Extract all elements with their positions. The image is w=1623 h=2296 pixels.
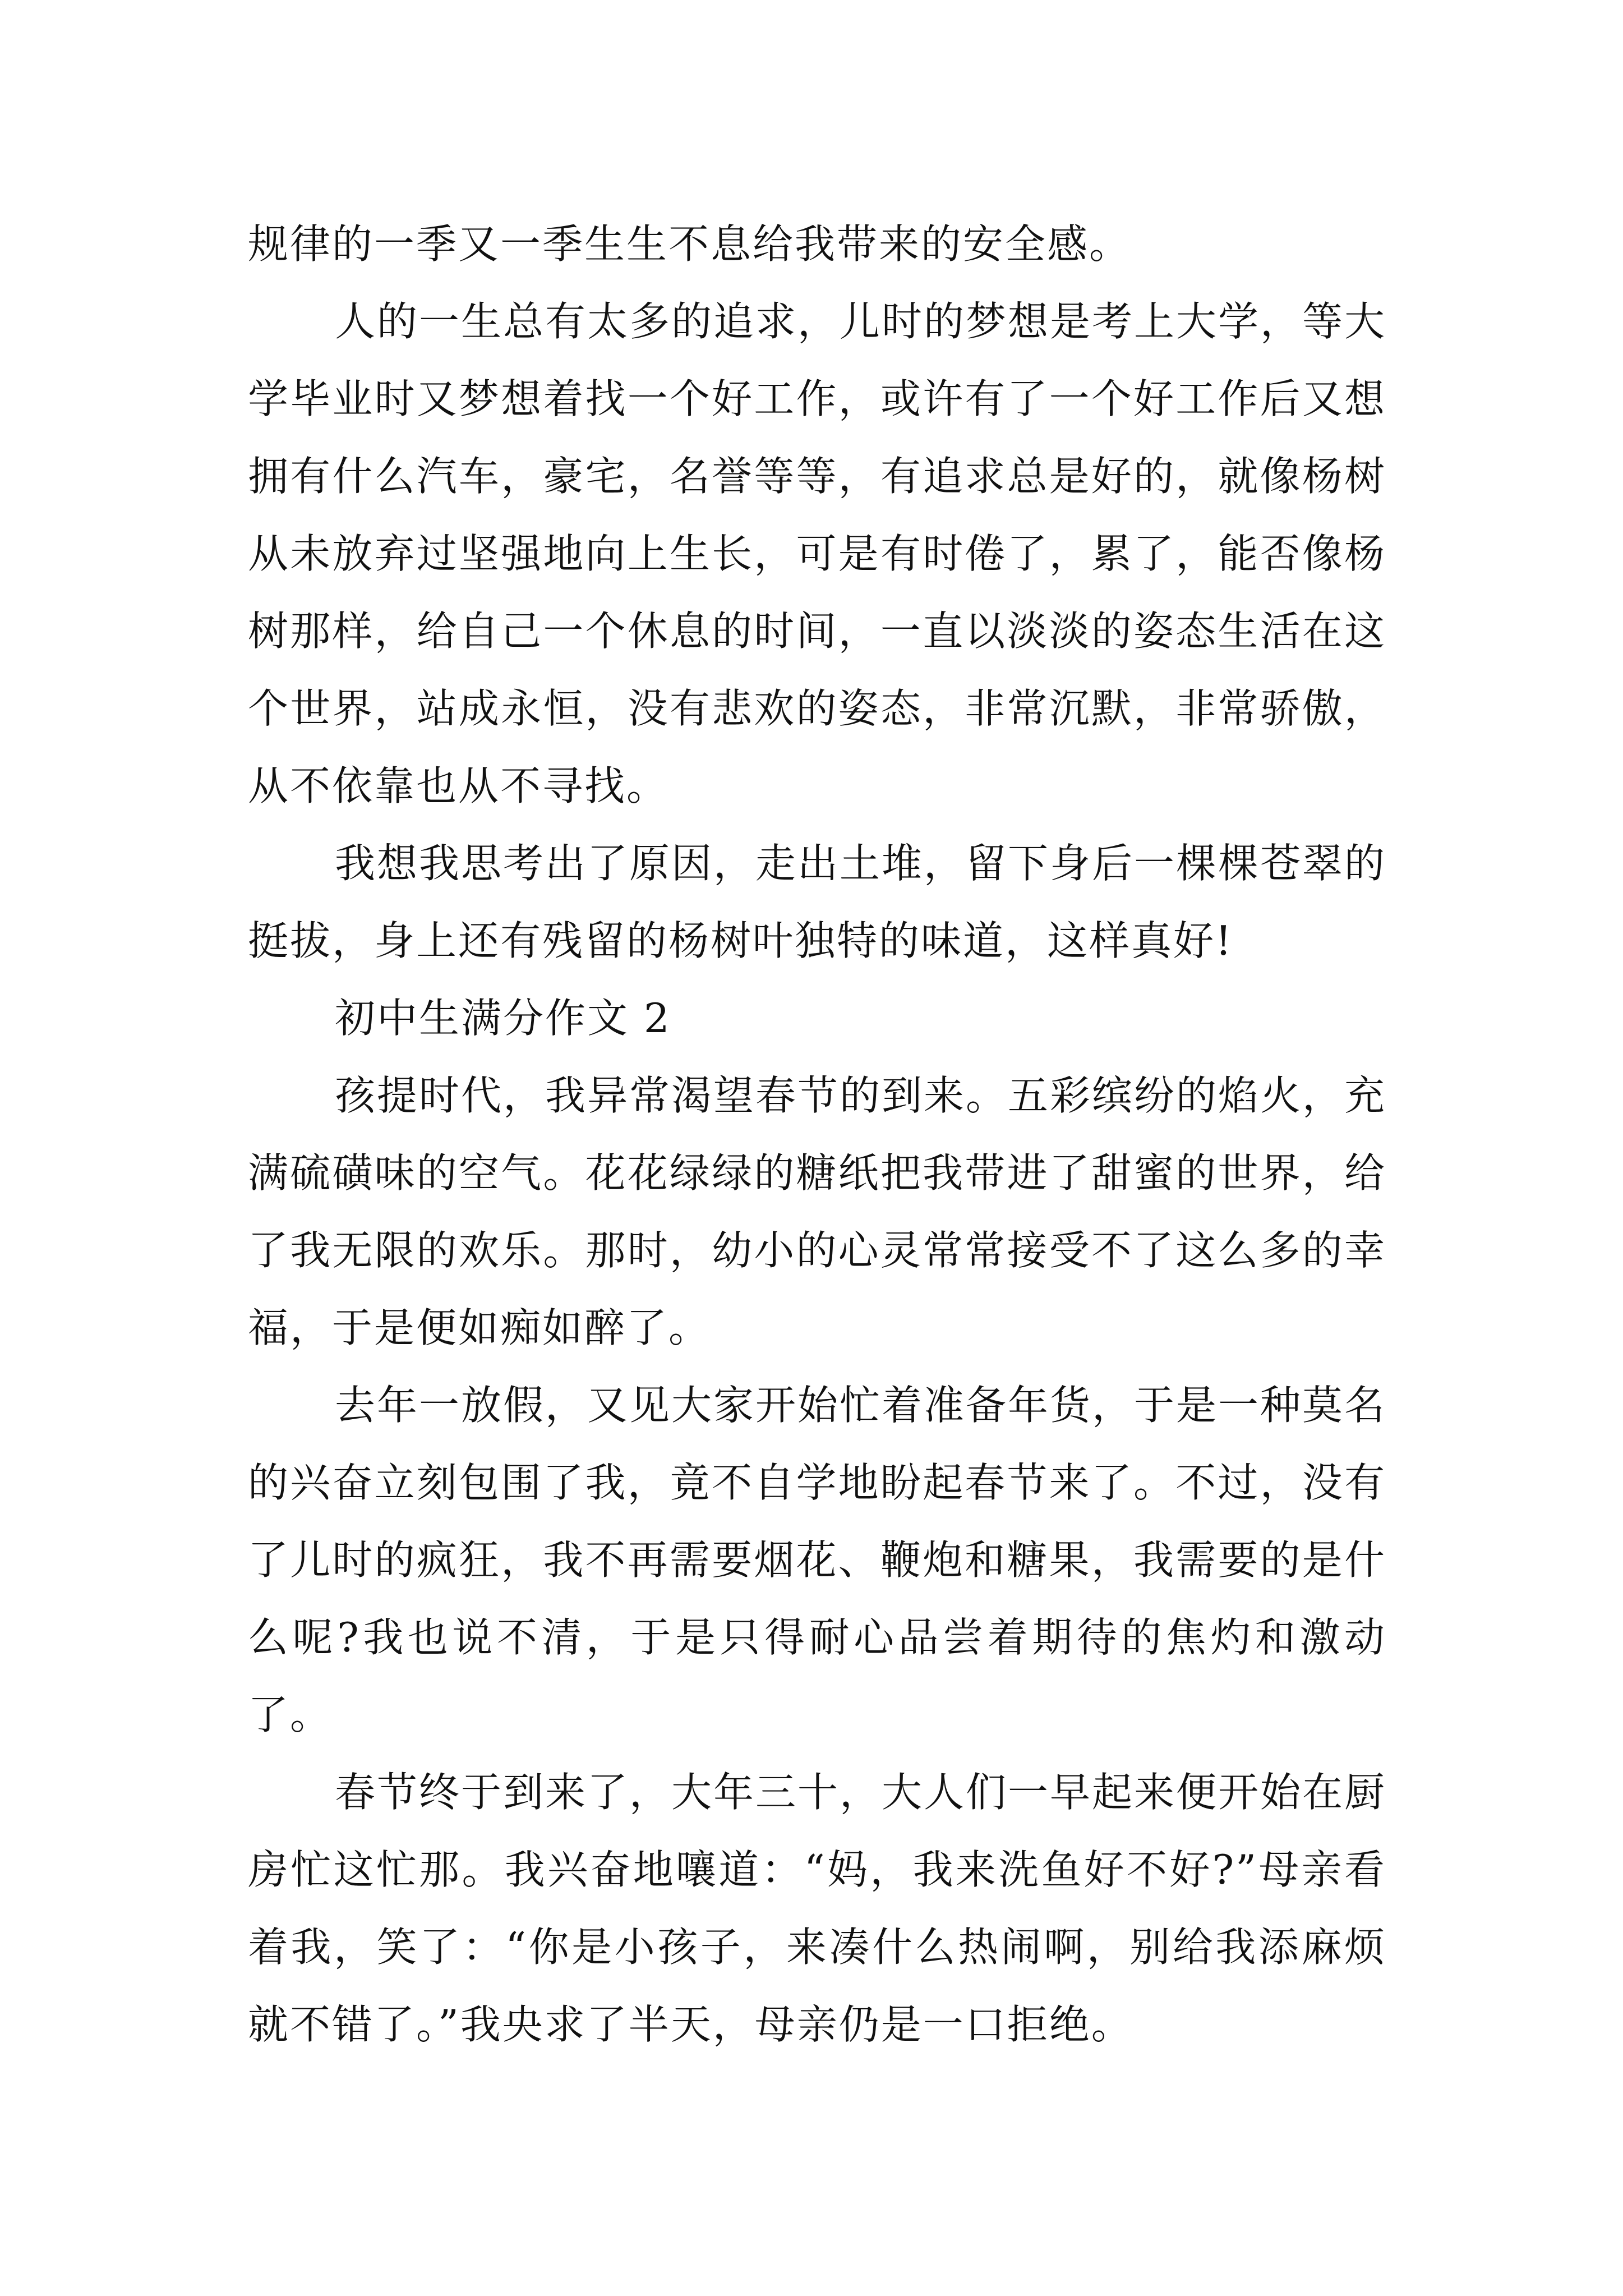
paragraph-5: 去年一放假，又见大家开始忙着准备年货，于是一种莫名的兴奋立刻包围了我，竟不自学地盼起春节来了。不过，没有了儿时的疯狂，我不再需要烟花、鞭炮和糖果，我需要的是什么呢?我也说不清，于是只得耐心品尝着期待的焦灼和激动了。: [248, 1382, 1387, 1738]
paragraph-6: 春节终于到来了，大年三十，大人们一早起来便开始在厨房忙这忙那。我兴奋地嚷道：“妈，我来洗鱼好不好?”母亲看着我，笑了：“你是小孩子，来凑什么热闹啊，别给我添麻烦就不错了。”我央求了半天，母亲仍是一口拒绝。: [248, 1769, 1387, 2048]
paragraph-1: 规律的一季又一季生生不息给我带来的安全感。: [248, 220, 1132, 268]
paragraph-3: 我想我思考出了原因，走出土堆，留下身后一棵棵苍翠的挺拔，身上还有残留的杨树叶独特的味道，这样真好!: [248, 840, 1387, 964]
essay-heading: 初中生满分作文 2: [335, 995, 671, 1042]
paragraph-2: 人的一生总有太多的追求，儿时的梦想是考上大学，等大学毕业时又梦想着找一个好工作，或许有了一个好工作后又想拥有什么汽车，豪宅，名誉等等，有追求总是好的，就像杨树从未放弃过坚强地向上生长，可是有时倦了，累了，能否像杨树那样，给自己一个休息的时间，一直以淡淡的姿态生活在这个世界，站成永恒，没有悲欢的姿态，非常沉默，非常骄傲，从不依靠也从不寻找。: [248, 298, 1387, 809]
document-body: [248, 205, 1386, 2063]
paragraph-4: 孩提时代，我异常渴望春节的到来。五彩缤纷的焰火，充满硫磺味的空气。花花绿绿的糖纸把我带进了甜蜜的世界，给了我无限的欢乐。那时，幼小的心灵常常接受不了这么多的幸福，于是便如痴如醉了。: [248, 1072, 1387, 1351]
